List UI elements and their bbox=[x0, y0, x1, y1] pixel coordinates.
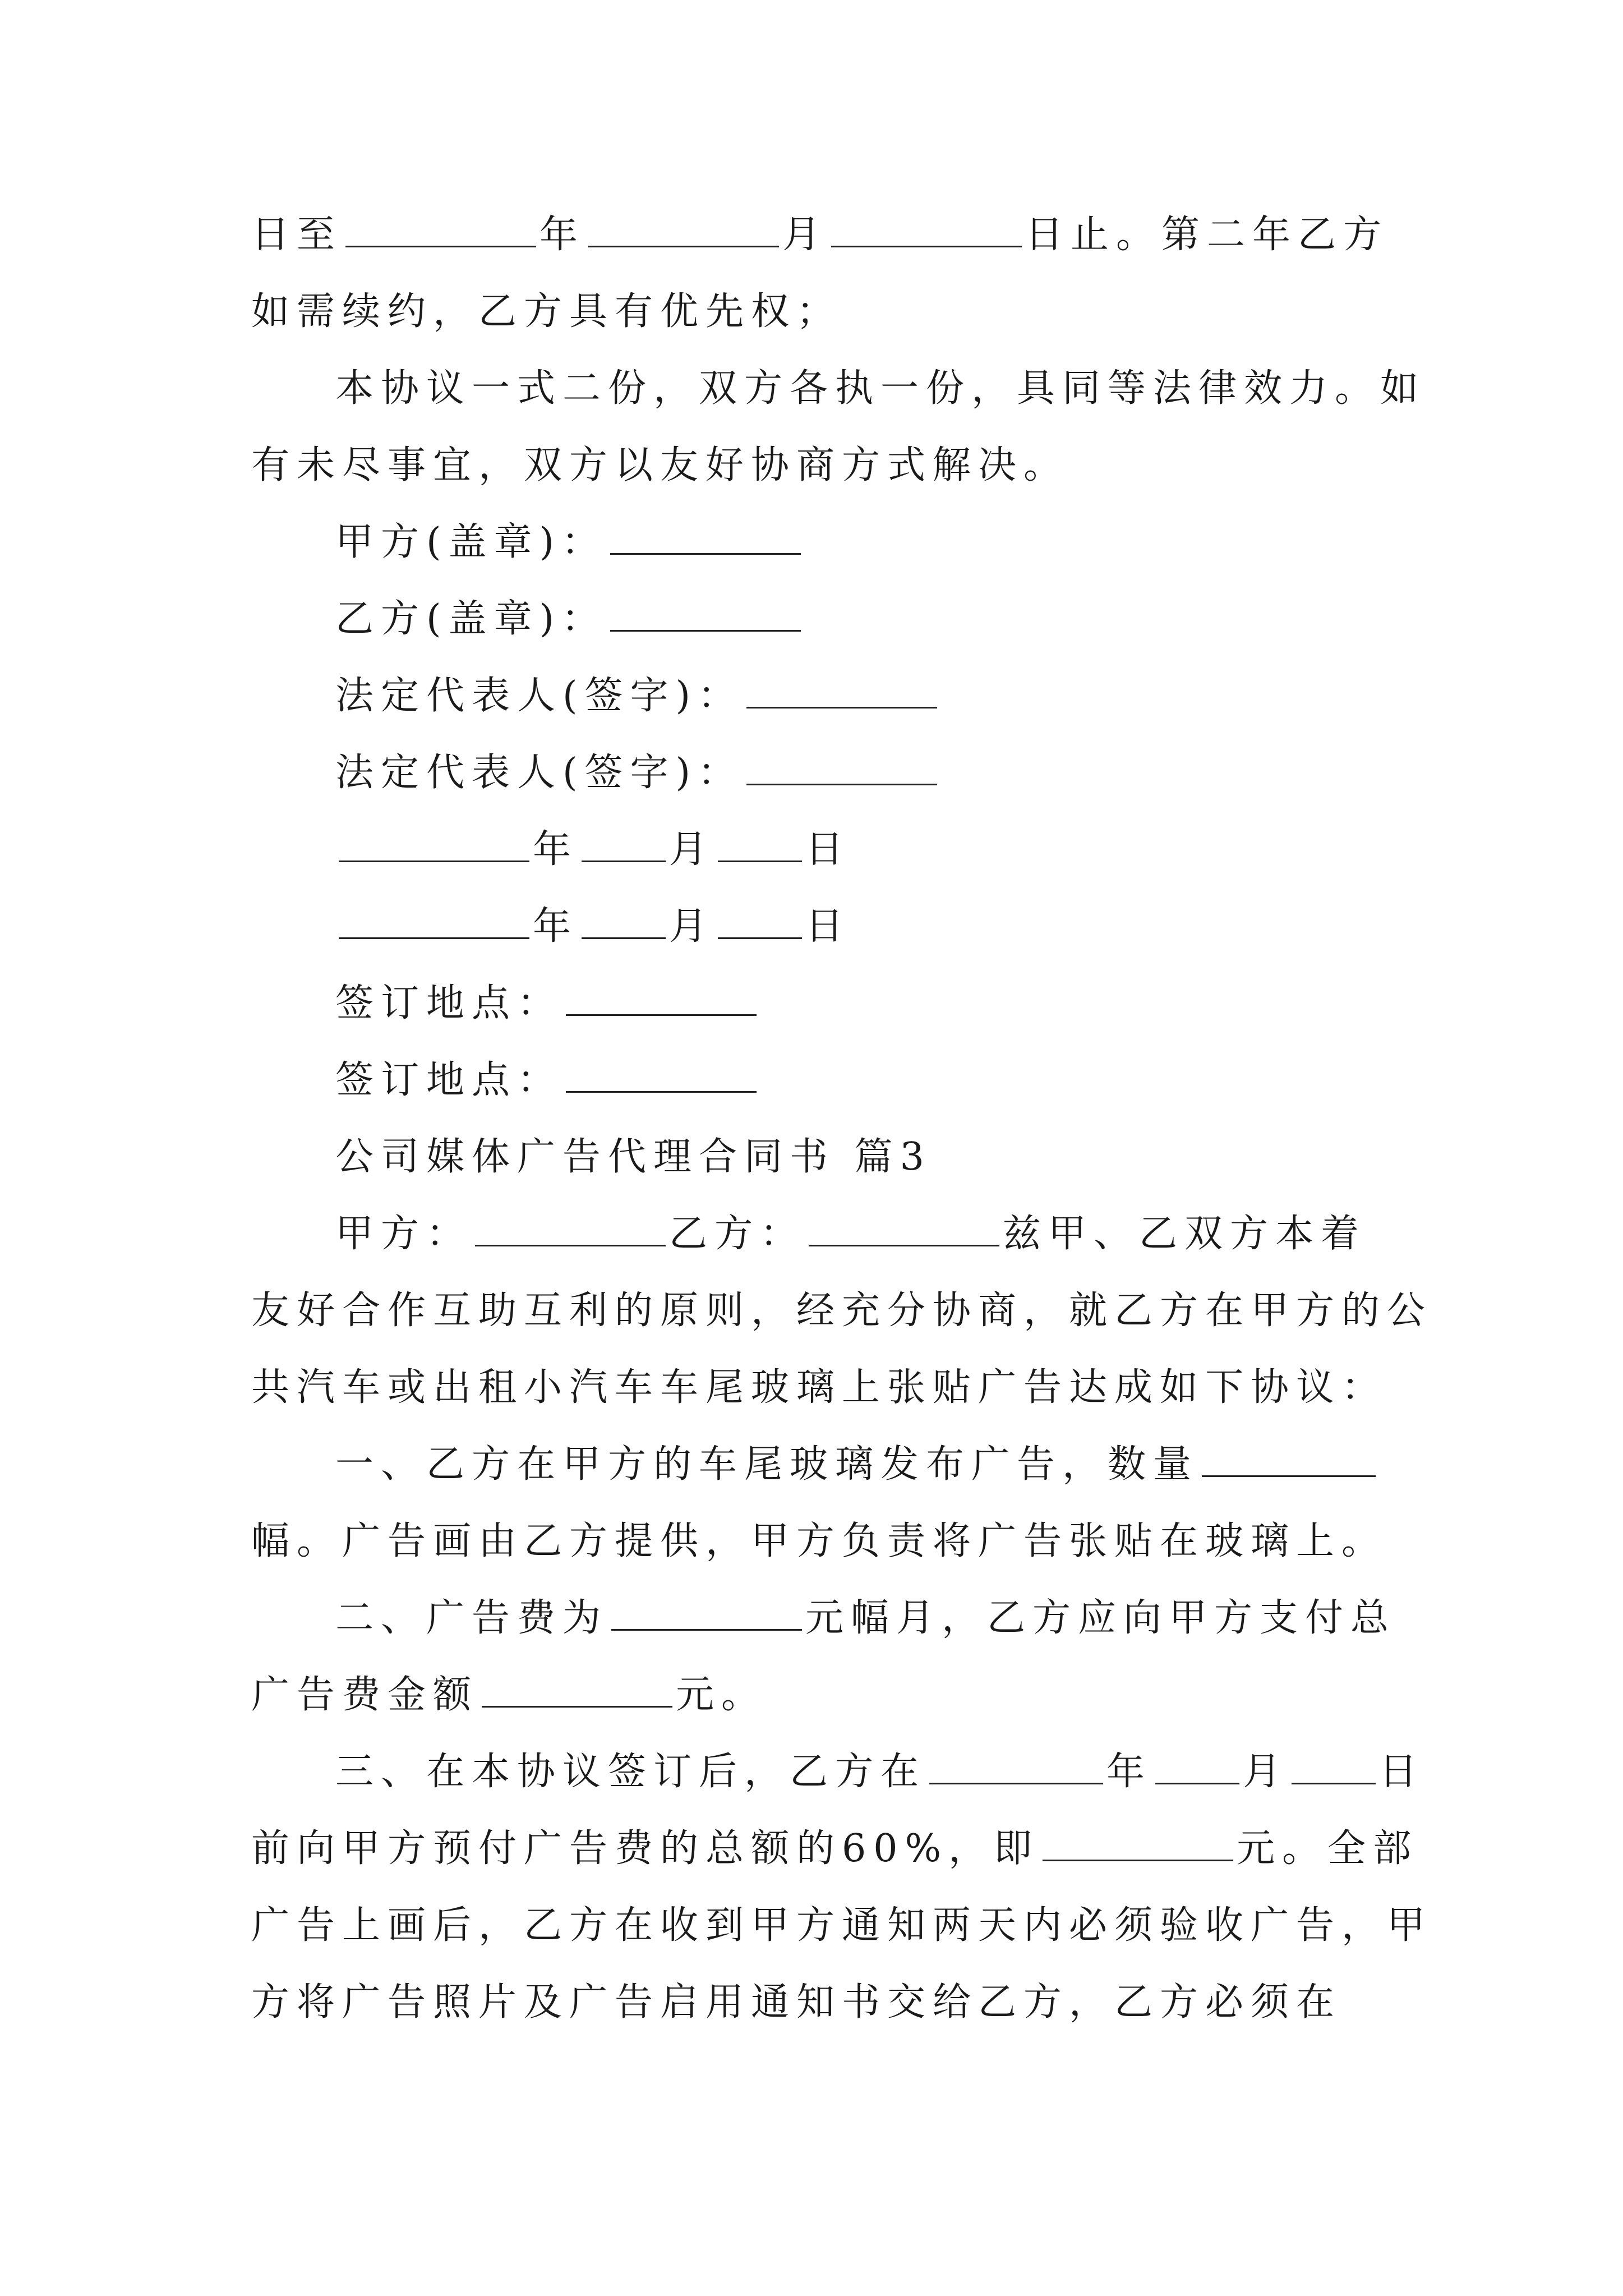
section-heading bbox=[251, 1119, 1390, 1195]
fill-blank bbox=[1292, 1746, 1376, 1784]
text-segment: 前向甲方预付广告费的总额的60%，即 bbox=[251, 1826, 1040, 1871]
fill-blank bbox=[339, 824, 529, 862]
text-segment: 日 bbox=[805, 904, 851, 949]
text-line bbox=[251, 1349, 1390, 1426]
fill-blank bbox=[831, 209, 1022, 247]
fill-blank bbox=[929, 1746, 1103, 1784]
fill-blank bbox=[582, 901, 666, 939]
fill-blank bbox=[345, 209, 536, 247]
clause-line bbox=[251, 1580, 1396, 1657]
fill-blank bbox=[1043, 1823, 1233, 1861]
text-segment: 元幅月，乙方应向甲方支付总 bbox=[805, 1596, 1396, 1640]
fill-blank bbox=[566, 978, 757, 1016]
text-segment: 三、在本协议签订后，乙方在 bbox=[335, 1750, 926, 1794]
text-segment: 年 bbox=[533, 904, 579, 949]
text-segment: 如需续约，乙方具有优先权； bbox=[251, 289, 842, 334]
fill-blank bbox=[610, 517, 801, 555]
text-segment: 方将广告照片及广告启用通知书交给乙方，乙方必须在 bbox=[251, 1980, 1342, 2024]
text-segment: 年 bbox=[533, 827, 579, 872]
text-segment: 日 bbox=[1379, 1750, 1425, 1794]
text-line bbox=[251, 1887, 1433, 1964]
text-segment: 兹甲、乙双方本着 bbox=[1003, 1212, 1367, 1256]
fill-blank bbox=[1155, 1746, 1239, 1784]
text-segment: 月 bbox=[669, 904, 715, 949]
text-segment: 共汽车或出租小汽车车尾玻璃上张贴广告达成如下协议： bbox=[251, 1365, 1387, 1410]
text-segment: 年 bbox=[1106, 1750, 1152, 1794]
fill-blank bbox=[1202, 1439, 1376, 1477]
clause-line bbox=[251, 1426, 1390, 1503]
field-label: 签订地点： bbox=[335, 981, 563, 1025]
text-line bbox=[251, 1657, 1390, 1733]
date-field bbox=[251, 811, 1390, 888]
fill-blank bbox=[339, 901, 529, 939]
text-line bbox=[251, 427, 1390, 504]
text-segment: 广告费金额 bbox=[251, 1673, 479, 1717]
fill-blank bbox=[582, 824, 666, 862]
fill-blank bbox=[746, 670, 937, 708]
fill-blank bbox=[475, 1208, 666, 1246]
text-segment: 月 bbox=[782, 213, 828, 257]
text-segment: 友好合作互助互利的原则，经充分协商，就乙方在甲方的公 bbox=[251, 1289, 1433, 1333]
fill-blank bbox=[566, 1055, 757, 1093]
parties-line bbox=[251, 1195, 1390, 1272]
fill-blank bbox=[718, 824, 802, 862]
text-segment: 有未尽事宜，双方以友好协商方式解决。 bbox=[251, 443, 1069, 487]
date-field bbox=[251, 888, 1390, 965]
document-page bbox=[251, 196, 1433, 2041]
signing-place-field bbox=[251, 965, 1390, 1042]
text-line bbox=[251, 1272, 1433, 1349]
signing-place-field bbox=[251, 1042, 1390, 1119]
text-segment: 二、广告费为 bbox=[335, 1596, 608, 1640]
text-segment: 广告上画后，乙方在收到甲方通知两天内必须验收广告，甲 bbox=[251, 1903, 1433, 1948]
text-segment: 元。 bbox=[676, 1673, 767, 1717]
signature-field-representative bbox=[251, 657, 1390, 734]
field-label: 法定代表人(签字)： bbox=[335, 751, 744, 795]
text-segment: 甲方： bbox=[335, 1212, 472, 1256]
text-segment: 元。全部 bbox=[1237, 1826, 1419, 1871]
field-label: 甲方(盖章)： bbox=[335, 520, 607, 564]
text-line bbox=[251, 196, 1390, 273]
text-segment: 日止。第二年乙方 bbox=[1025, 213, 1389, 257]
signature-field-party-a bbox=[251, 504, 1390, 581]
clause-line bbox=[251, 1733, 1425, 1810]
text-segment: 月 bbox=[1243, 1750, 1289, 1794]
text-segment: 日至 bbox=[251, 213, 343, 257]
text-line bbox=[251, 1503, 1390, 1580]
fill-blank bbox=[809, 1208, 999, 1246]
fill-blank bbox=[610, 593, 801, 632]
field-label: 签订地点： bbox=[335, 1058, 563, 1102]
field-label: 乙方(盖章)： bbox=[335, 597, 607, 641]
signature-field-party-b bbox=[251, 581, 1390, 657]
paragraph-start bbox=[251, 350, 1426, 427]
field-label: 法定代表人(签字)： bbox=[335, 674, 744, 718]
fill-blank bbox=[482, 1669, 672, 1708]
text-line bbox=[251, 1964, 1390, 2041]
signature-field-representative bbox=[251, 734, 1390, 811]
text-segment: 月 bbox=[669, 827, 715, 872]
text-segment: 本协议一式二份，双方各执一份，具同等法律效力。如 bbox=[335, 366, 1426, 411]
text-line bbox=[251, 1810, 1419, 1887]
text-segment: 一、乙方在甲方的车尾玻璃发布广告，数量 bbox=[335, 1442, 1199, 1487]
text-segment: 日 bbox=[805, 827, 851, 872]
fill-blank bbox=[588, 209, 779, 247]
fill-blank bbox=[746, 747, 937, 785]
text-segment: 乙方： bbox=[669, 1212, 806, 1256]
text-segment: 幅。广告画由乙方提供，甲方负责将广告张贴在玻璃上。 bbox=[251, 1519, 1387, 1563]
text-line bbox=[251, 273, 1390, 350]
fill-blank bbox=[718, 901, 802, 939]
fill-blank bbox=[611, 1593, 802, 1631]
heading-text: 公司媒体广告代理合同书 篇3 bbox=[335, 1135, 932, 1179]
text-segment: 年 bbox=[540, 213, 585, 257]
